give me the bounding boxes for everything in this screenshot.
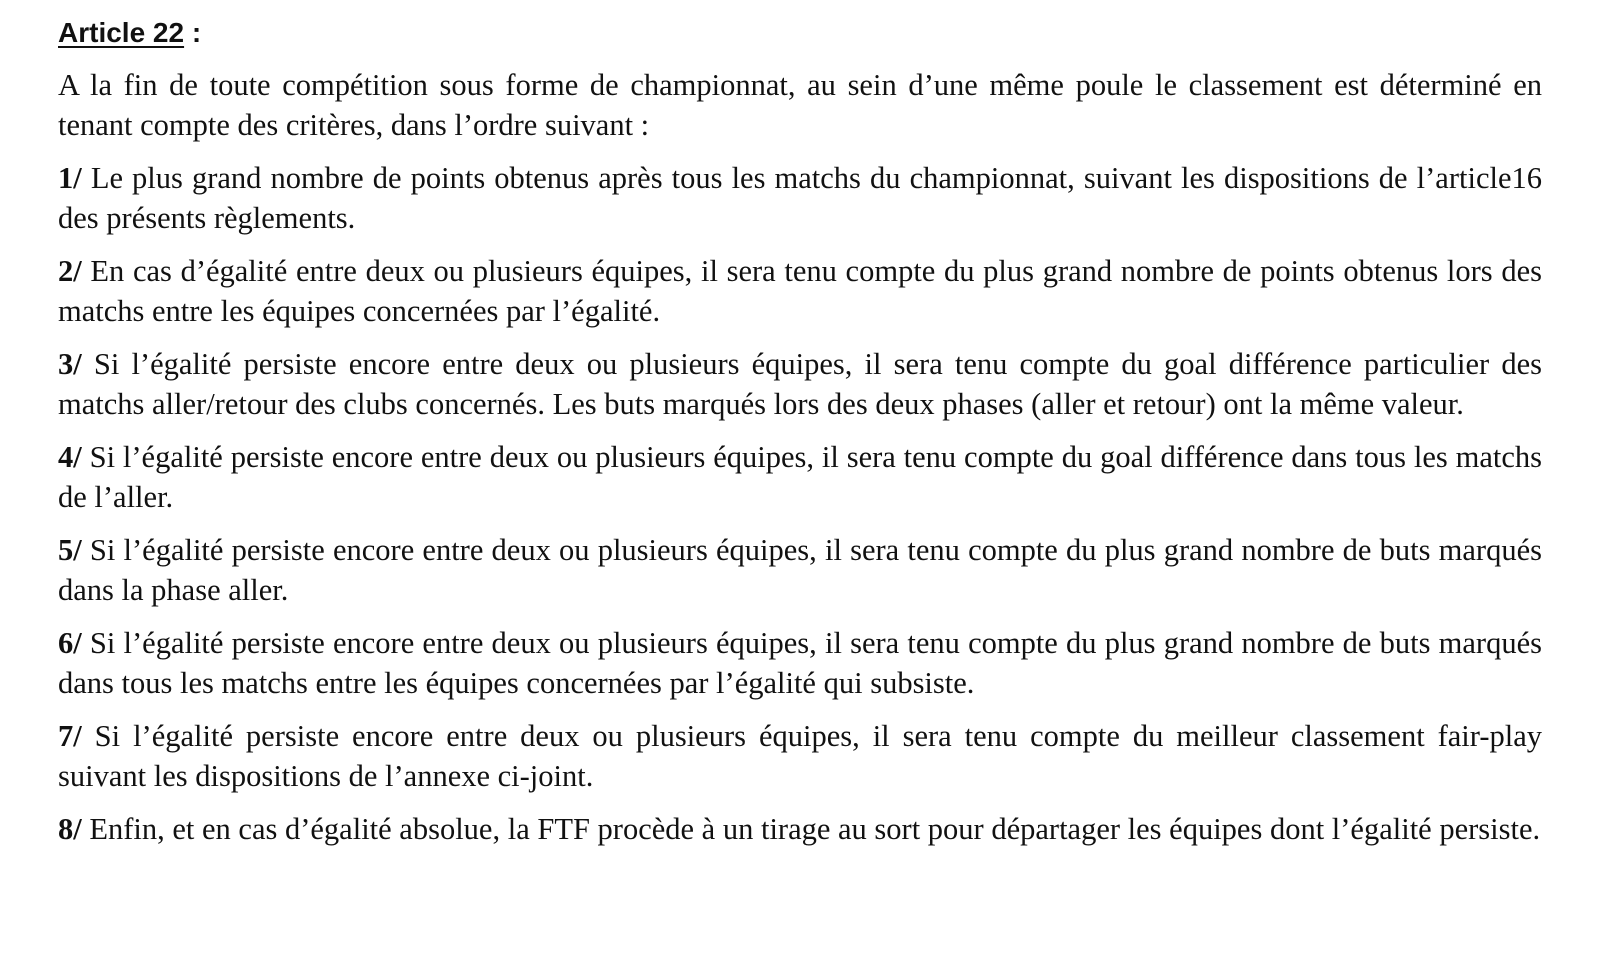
criterion-5 [58,531,1542,610]
criterion-text: Si l’égalité persiste encore entre deux ou plusieurs équipes, il sera tenu compte du plus grand nombre de buts marqués dans tous les matchs entre les équipes concernées par l’égalité qui subsiste. [58,626,1542,700]
criterion-number: 5/ [58,533,82,567]
article-title-separator: : [184,17,202,48]
criterion-number: 6/ [58,626,82,660]
criterion-7 [58,717,1542,796]
criterion-text: Enfin, et en cas d’égalité absolue, la FTF procède à un tirage au sort pour départager les équipes dont l’égalité persiste. [81,812,1541,846]
criterion-text: Le plus grand nombre de points obtenus après tous les matchs du championnat, suivant les dispositions de l’article16 des présents règlements. [58,161,1542,235]
criterion-text: Si l’égalité persiste encore entre deux ou plusieurs équipes, il sera tenu compte du goal différence dans tous les matchs de l’aller. [58,440,1542,514]
criterion-8 [58,810,1542,850]
intro-paragraph: A la fin de toute compétition sous forme de championnat, au sein d’une même poule le classement est déterminé en tenant compte des critères, dans l’ordre suivant : [58,68,1542,142]
criterion-number: 1/ [58,161,82,195]
criterion-text: Si l’égalité persiste encore entre deux ou plusieurs équipes, il sera tenu compte du meilleur classement fair-play suivant les dispositions de l’annexe ci-joint. [58,719,1542,793]
article-heading [58,14,1542,52]
criterion-1 [58,159,1542,238]
criterion-number: 7/ [58,719,82,753]
criterion-text: Si l’égalité persiste encore entre deux ou plusieurs équipes, il sera tenu compte du goal différence particulier des matchs aller/retour des clubs concernés. Les buts marqués lors des deux phases (aller et retour) ont la même valeur. [58,347,1542,421]
criterion-number: 8/ [58,812,82,846]
criterion-number: 2/ [58,254,82,288]
criterion-4 [58,438,1542,517]
criterion-text: Si l’égalité persiste encore entre deux ou plusieurs équipes, il sera tenu compte du plus grand nombre de buts marqués dans la phase aller. [58,533,1542,607]
criterion-6 [58,624,1542,703]
document-page [58,14,1542,864]
criterion-2 [58,252,1542,331]
criterion-text: En cas d’égalité entre deux ou plusieurs équipes, il sera tenu compte du plus grand nombre de points obtenus lors des matchs entre les équipes concernées par l’égalité. [58,254,1542,328]
criterion-3 [58,345,1542,424]
criterion-number: 3/ [58,347,82,381]
criterion-number: 4/ [58,440,82,474]
article-title: Article 22 [58,17,185,48]
